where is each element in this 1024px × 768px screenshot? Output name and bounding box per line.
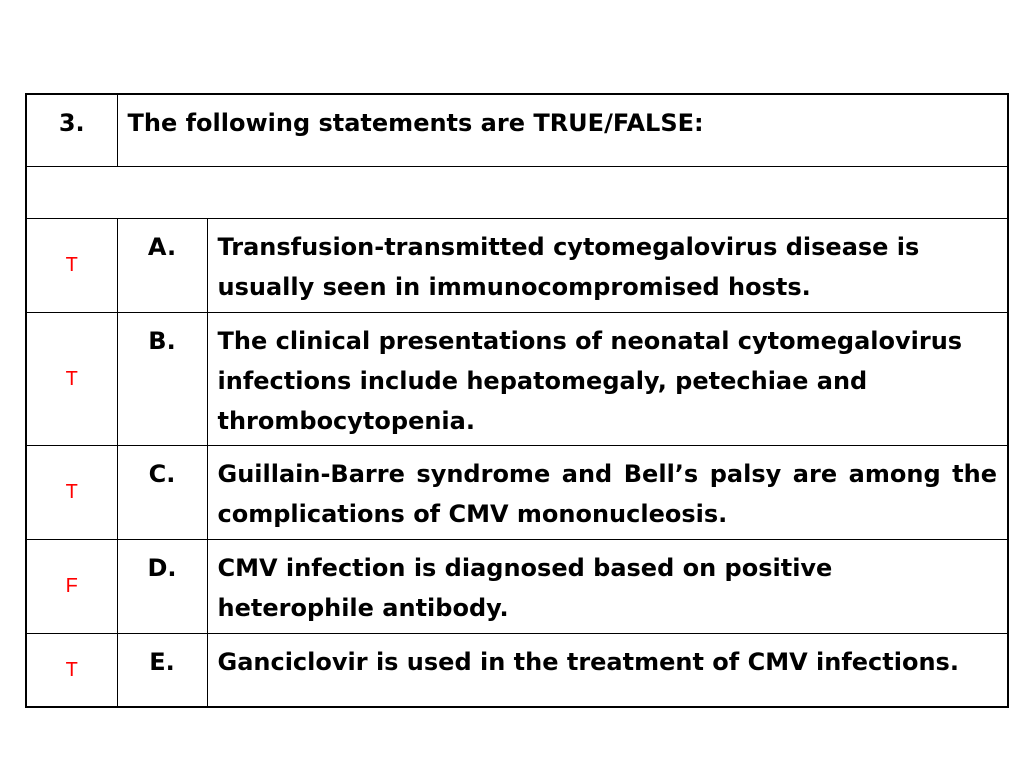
statement-text-e: Ganciclovir is used in the treatment of CMV infections. <box>207 633 1008 707</box>
statement-letter-a: A. <box>117 218 207 312</box>
statement-letter-d: D. <box>117 539 207 633</box>
statement-row-e <box>26 633 1008 707</box>
true-false-question-table <box>25 93 1009 708</box>
empty-row <box>26 166 1008 218</box>
answer-e: T <box>26 633 117 707</box>
statement-row-b <box>26 312 1008 445</box>
statement-letter-c: C. <box>117 445 207 539</box>
answer-a: T <box>26 218 117 312</box>
statement-letter-e: E. <box>117 633 207 707</box>
question-header-row <box>26 94 1008 166</box>
statement-row-a <box>26 218 1008 312</box>
statement-row-c <box>26 445 1008 539</box>
answer-d: F <box>26 539 117 633</box>
question-title: The following statements are TRUE/FALSE: <box>117 94 1008 166</box>
statement-text-b: The clinical presentations of neonatal cytomegalovirus infections include hepatomegaly, petechiae and thrombocytopenia. <box>207 312 1008 445</box>
statement-text-a: Transfusion-transmitted cytomegalovirus disease is usually seen in immunocompromised hosts. <box>207 218 1008 312</box>
statement-text-d: CMV infection is diagnosed based on positive heterophile antibody. <box>207 539 1008 633</box>
statement-row-d <box>26 539 1008 633</box>
statement-letter-b: B. <box>117 312 207 445</box>
statement-text-c: Guillain-Barre syndrome and Bell’s palsy are among the complications of CMV mononucleosis. <box>207 445 1008 539</box>
answer-b: T <box>26 312 117 445</box>
empty-cell <box>26 166 1008 218</box>
question-number: 3. <box>26 94 117 166</box>
answer-c: T <box>26 445 117 539</box>
